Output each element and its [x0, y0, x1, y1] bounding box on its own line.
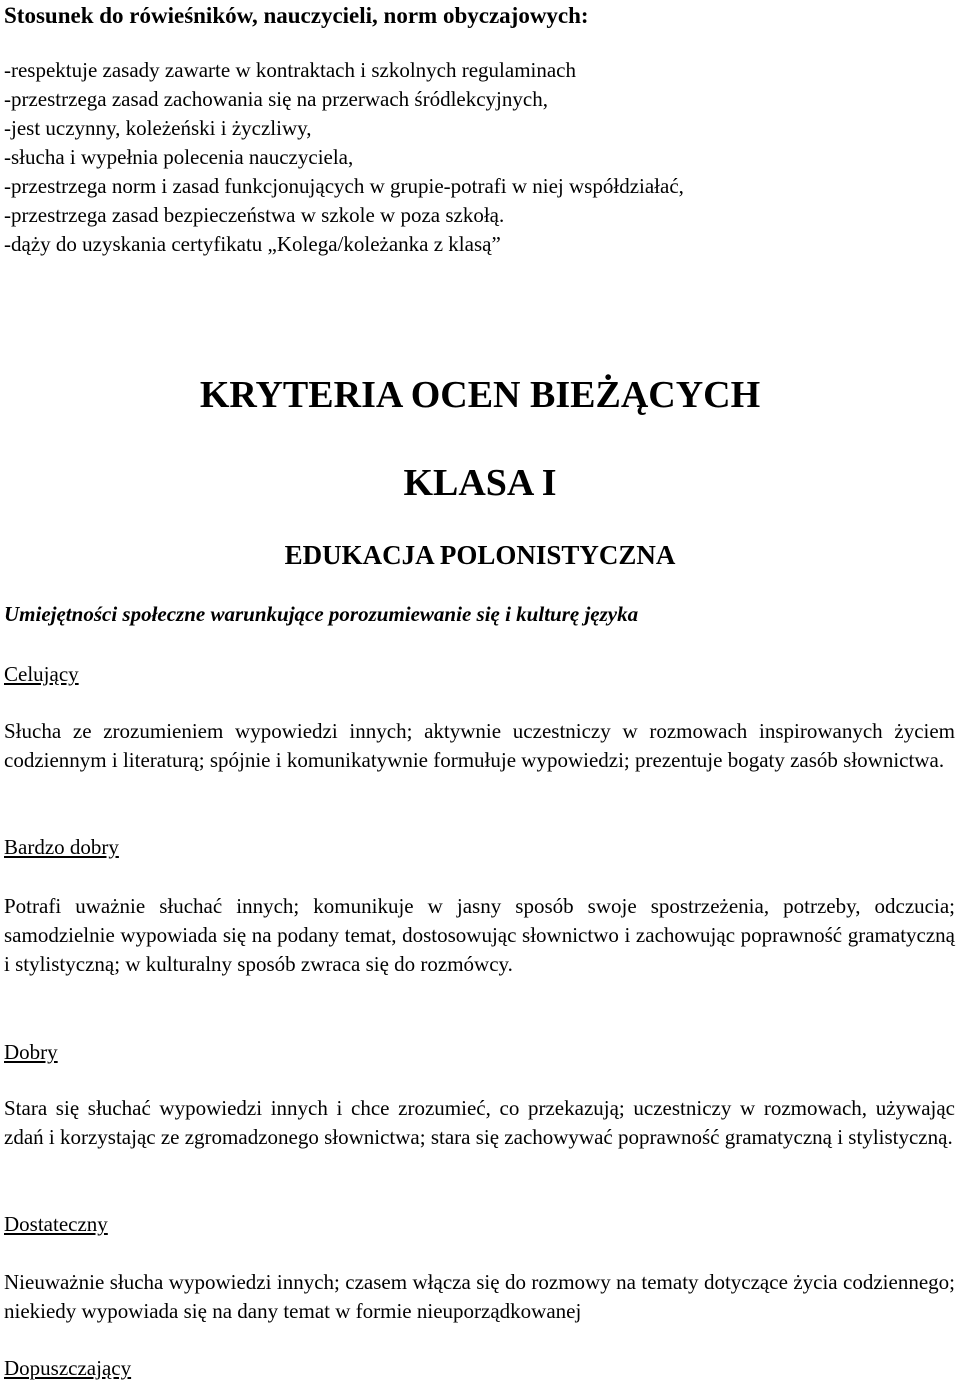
list-item: -respektuje zasady zawarte w kontraktach i szkolnych regulaminach	[4, 58, 577, 82]
list-item: -słucha i wypełnia polecenia nauczyciela,	[4, 145, 354, 169]
subject-title: EDUKACJA POLONISTYCZNA	[284, 540, 676, 570]
top-heading: Stosunek do rówieśników, nauczycieli, norm obyczajowych:	[4, 3, 589, 28]
grade-description-dostateczny: Nieuważnie słucha wypowiedzi innych; czasem włącza się do rozmowy na tematy dotyczące życia codziennego; niekiedy wypowiada się na dany temat w formie nieuporządkowanej	[4, 1270, 955, 1323]
page-title: KRYTERIA OCEN BIEŻĄCYCH	[199, 374, 761, 416]
list-item: -przestrzega norm i zasad funkcjonujących w grupie-potrafi w niej współdziałać,	[4, 174, 684, 198]
grade-label-dostateczny: Dostateczny	[4, 1212, 108, 1236]
list-item: -przestrzega zasad zachowania się na przerwach śródlekcyjnych,	[4, 87, 548, 111]
list-item: -przestrzega zasad bezpieczeństwa w szkole w poza szkołą.	[4, 203, 505, 227]
grade-label-dobry: Dobry	[4, 1040, 58, 1064]
grade-description-dobry: Stara się słuchać wypowiedzi innych i chce zrozumieć, co przekazują; uczestniczy w rozmowach, używając zdań i korzystając ze zgromadzonego słownictwa; stara się zachowywać poprawność gramatyczną i stylistyczną.	[4, 1096, 955, 1149]
grade-label-bardzo-dobry: Bardzo dobry	[4, 835, 119, 859]
class-title: KLASA I	[403, 462, 557, 504]
grade-label-dopuszczajacy: Dopuszczający	[4, 1356, 132, 1380]
grade-description-celujacy: Słucha ze zrozumieniem wypowiedzi innych; aktywnie uczestniczy w rozmowach inspirowanych życiem codziennym i literaturą; spójnie i komunikatywnie formułuje wypowiedzi; prezentuje bogaty zasób słownictwa.	[4, 719, 955, 772]
list-item: -jest uczynny, koleżeński i życzliwy,	[4, 116, 312, 140]
behavior-list	[4, 56, 684, 259]
grade-description-bardzo-dobry: Potrafi uważnie słuchać innych; komunikuje w jasny sposób swoje spostrzeżenia, potrzeby, odczucia; samodzielnie wypowiada się na podany temat, dostosowując słownictwo i zachowując poprawność gramatyczną i stylistyczną; w kulturalny sposób zwraca się do rozmówcy.	[4, 894, 955, 976]
section-heading: Umiejętności społeczne warunkujące porozumiewanie się i kulturę języka	[4, 602, 639, 626]
grade-label-celujacy: Celujący	[4, 662, 79, 686]
list-item: -dąży do uzyskania certyfikatu „Kolega/koleżanka z klasą”	[4, 232, 501, 256]
